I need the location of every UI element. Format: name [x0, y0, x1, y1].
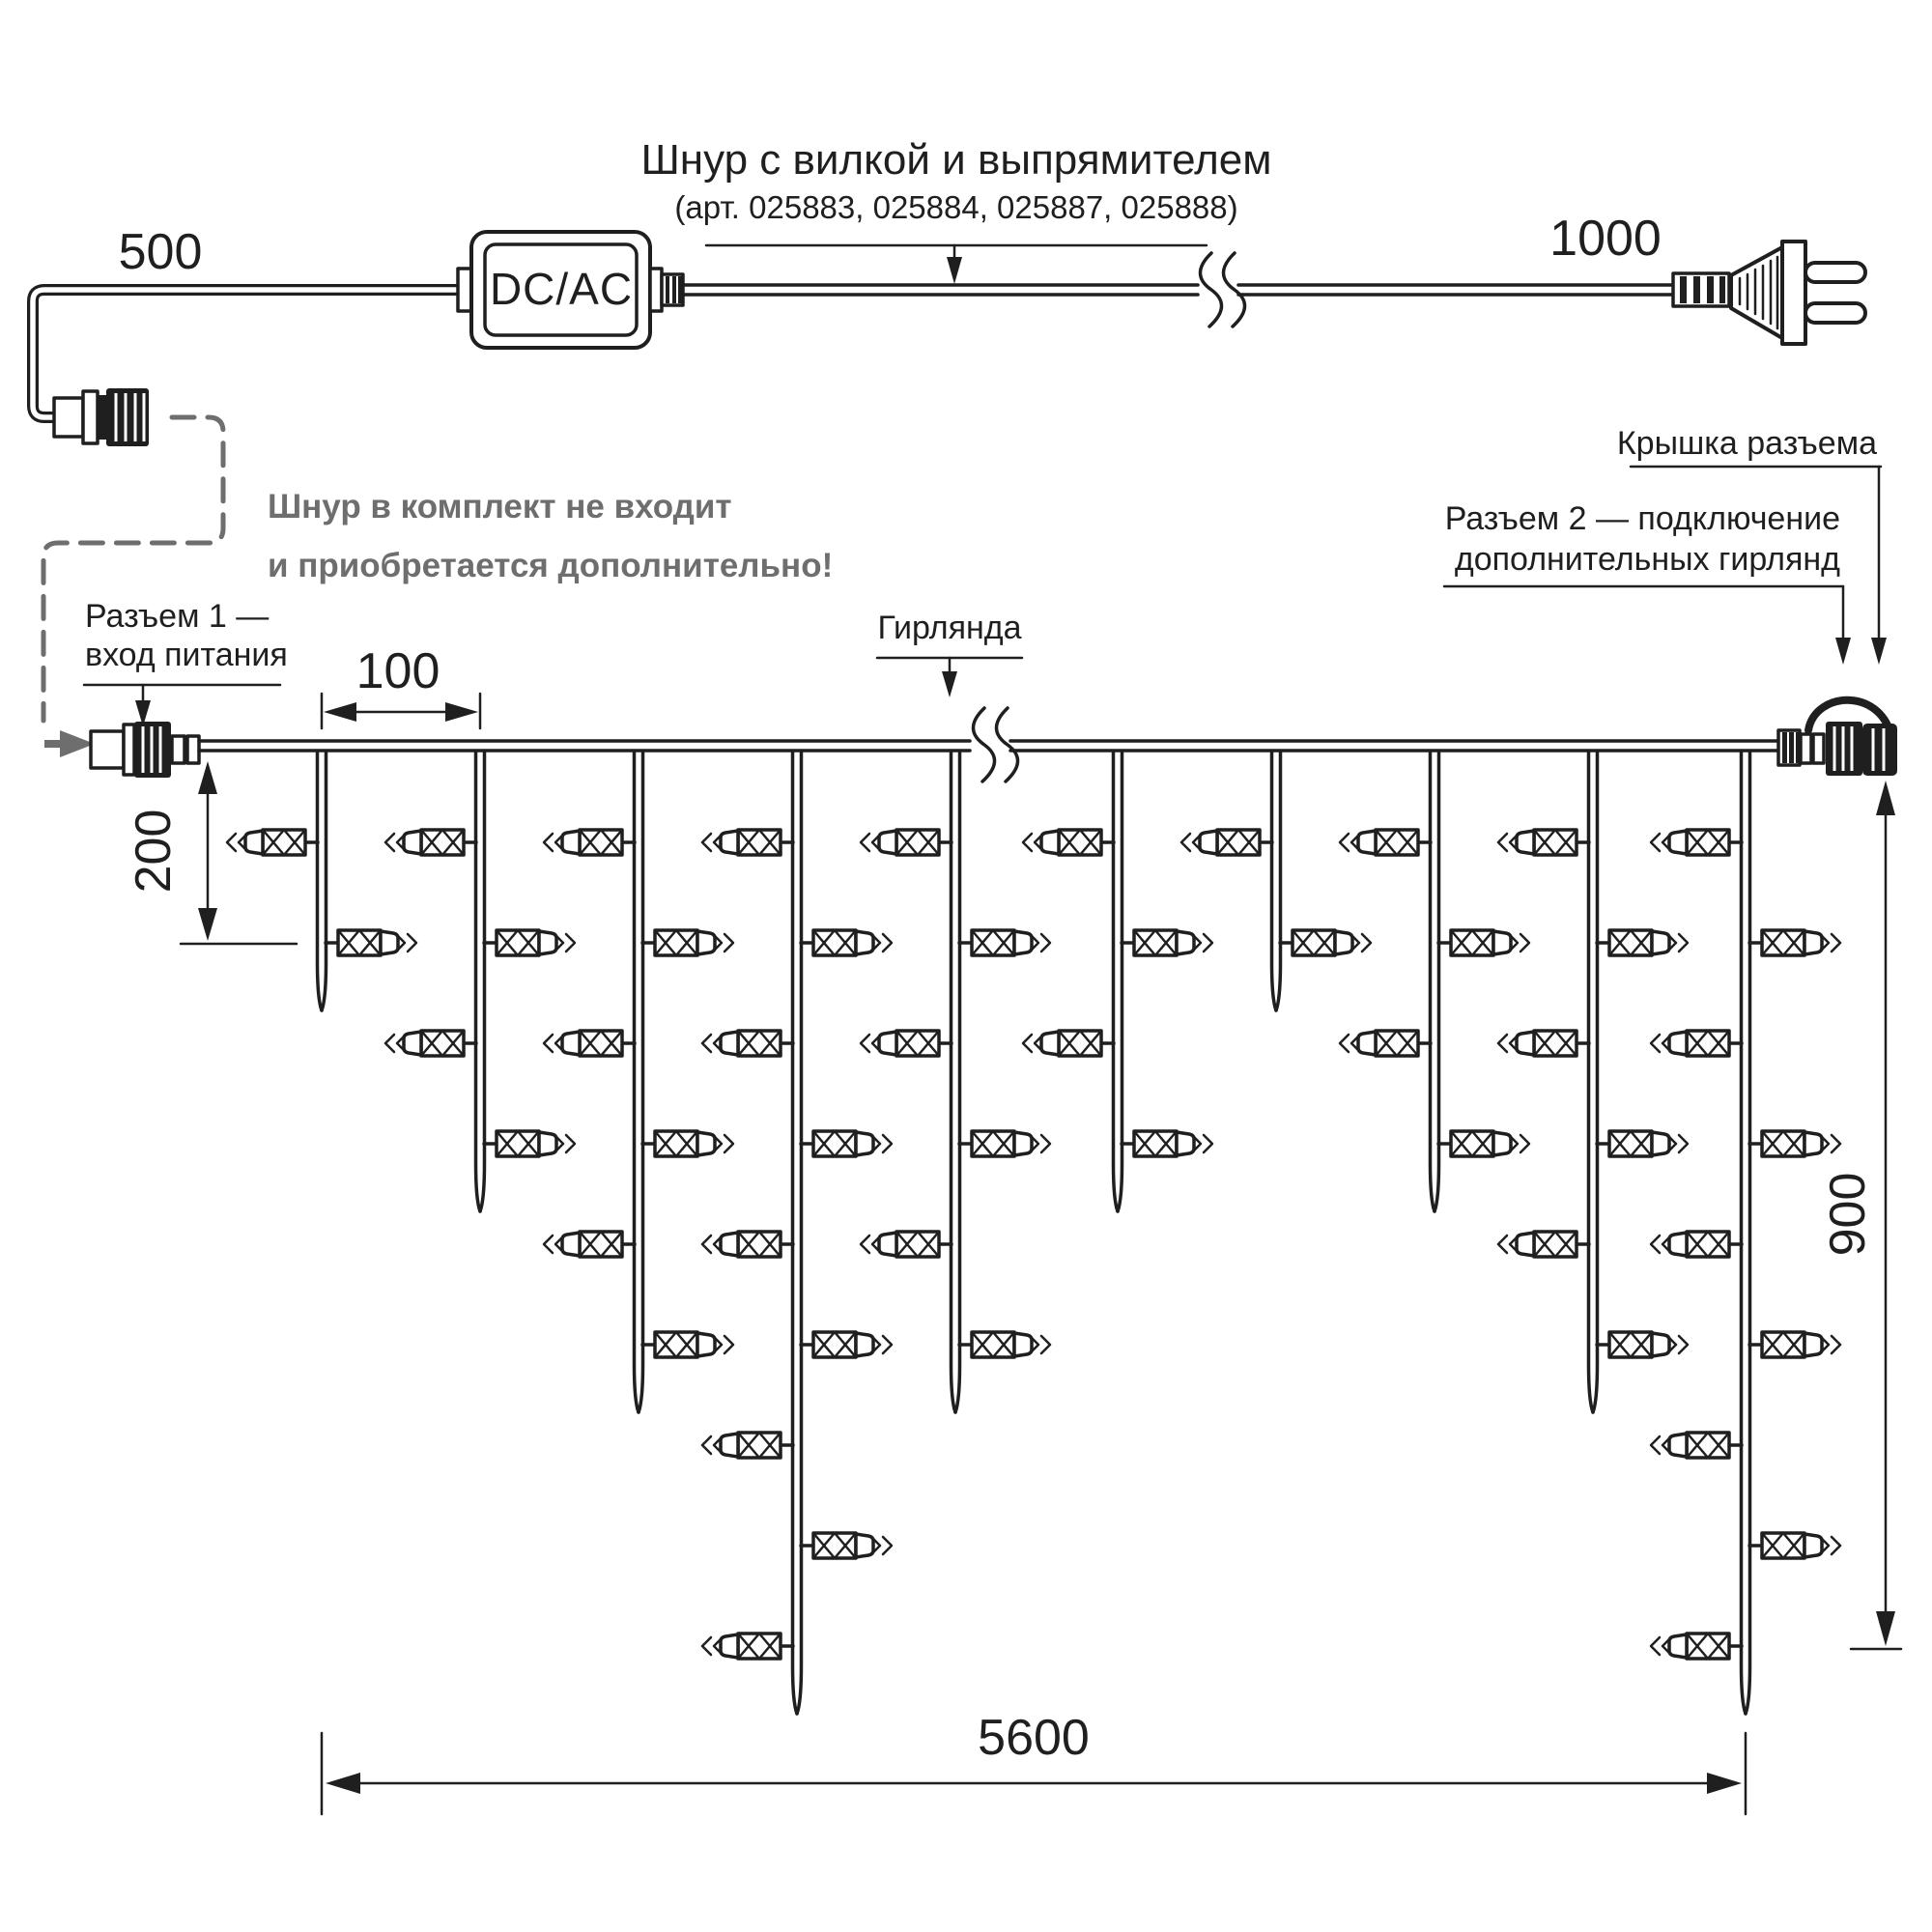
- leader-arrow-down-icon: [1835, 638, 1851, 665]
- led-lamp: [702, 1634, 793, 1659]
- led-lamp: [1340, 830, 1431, 855]
- icicle-drop: [227, 752, 416, 1010]
- icicle-drop: [1023, 752, 1212, 1211]
- led-lamp: [1438, 1131, 1529, 1156]
- garland-callout: [877, 610, 1022, 697]
- led-lamp: [801, 1332, 892, 1357]
- led-lamp: [1651, 1031, 1742, 1056]
- led-lamp: [702, 830, 793, 855]
- power-cord-wire: [683, 253, 1673, 327]
- icicle-drop: [1340, 752, 1529, 1211]
- connector1-callout: [84, 598, 288, 726]
- led-lamp: [1122, 1131, 1212, 1156]
- cord-subtitle: (арт. 025883, 025884, 025887, 025888): [674, 189, 1238, 225]
- led-lamp: [326, 930, 416, 955]
- connector1-label-line2: вход питания: [85, 637, 288, 673]
- led-lamp: [702, 1433, 793, 1458]
- dim-arrow-left-icon: [326, 1773, 360, 1794]
- dim-arrow-left-icon: [324, 702, 356, 722]
- led-lamp: [959, 1131, 1050, 1156]
- garland-section: [84, 425, 1901, 1814]
- not-included-note: [43, 417, 833, 757]
- dim-arrow-right-icon: [1707, 1773, 1742, 1794]
- led-lamp: [801, 930, 892, 955]
- cord-title-callout: [640, 136, 1271, 284]
- cord-title: Шнур с вилкой и выпрямителем: [640, 136, 1272, 184]
- note-line-2: и приобретается дополнительно!: [268, 547, 834, 584]
- dim-drop-spacing: [322, 643, 480, 728]
- plug-prong: [1805, 303, 1865, 323]
- led-lamp: [702, 1031, 793, 1056]
- led-lamp: [484, 1131, 575, 1156]
- led-lamp: [1597, 1332, 1688, 1357]
- dim-500-label: 500: [118, 224, 203, 280]
- led-lamp: [544, 1031, 635, 1056]
- led-lamp: [385, 830, 476, 855]
- dim-200-label: 200: [126, 809, 182, 894]
- plug-prong: [1805, 263, 1865, 282]
- cap-label: Крышка разъема: [1616, 425, 1877, 462]
- connector2-callout: [1444, 500, 1851, 665]
- led-lamp: [1498, 1232, 1589, 1257]
- dc-ac-label: DC/AC: [489, 264, 634, 314]
- icicle-drop: [385, 752, 575, 1211]
- cord-break-symbol: [1201, 253, 1222, 327]
- led-lamp: [1749, 1332, 1840, 1357]
- led-lamp: [1749, 1533, 1840, 1558]
- cord-output-connector: [54, 388, 149, 446]
- dim-1000-label: 1000: [1549, 211, 1662, 267]
- dim-arrow-down-icon: [198, 908, 217, 941]
- dashed-connection-path: [43, 417, 223, 721]
- led-lamp: [801, 1533, 892, 1558]
- led-lamp: [1023, 830, 1114, 855]
- connector2-label-line2: дополнительных гирлянд: [1454, 541, 1840, 578]
- dim-100-label: 100: [355, 643, 440, 699]
- led-lamp: [1280, 930, 1371, 955]
- led-lamp: [642, 1332, 733, 1357]
- led-lamp: [484, 930, 575, 955]
- led-lamp: [1749, 930, 1840, 955]
- dim-arrow-up-icon: [1876, 781, 1895, 815]
- led-lamp: [1651, 830, 1742, 855]
- led-lamp: [1651, 1634, 1742, 1659]
- icicle-drop: [861, 752, 1050, 1412]
- led-lamp: [544, 830, 635, 855]
- connector1-label-line1: Разъем 1 —: [85, 598, 270, 635]
- led-lamp: [385, 1031, 476, 1056]
- leader-arrow-down-icon: [1871, 638, 1887, 665]
- icicle-drop: [1651, 752, 1840, 1714]
- led-lamp: [1023, 1031, 1114, 1056]
- led-lamp: [959, 930, 1050, 955]
- cord-break-symbol: [1224, 253, 1245, 327]
- garland-output-connector: [1778, 700, 1897, 776]
- dim-arrow-right-icon: [445, 702, 478, 722]
- connector2-label-line1: Разъем 2 — подключение: [1444, 500, 1840, 537]
- garland-input-connector: [91, 722, 199, 778]
- led-lamp: [861, 830, 952, 855]
- led-lamp: [1498, 1031, 1589, 1056]
- icicle-drop: [1181, 752, 1371, 1010]
- led-lamp: [642, 1131, 733, 1156]
- led-lamp: [544, 1232, 635, 1257]
- led-lamp: [861, 1031, 952, 1056]
- led-lamp: [1122, 930, 1212, 955]
- led-lamp: [642, 930, 733, 955]
- led-lamp: [1651, 1232, 1742, 1257]
- led-lamp: [1651, 1433, 1742, 1458]
- led-lamp: [1340, 1031, 1431, 1056]
- led-lamp: [1597, 1131, 1688, 1156]
- leader-arrow-down-icon: [942, 671, 957, 697]
- dim-900-label: 900: [1820, 1172, 1876, 1257]
- led-lamp: [1749, 1131, 1840, 1156]
- led-lamp: [1597, 930, 1688, 955]
- led-lamp: [959, 1332, 1050, 1357]
- wire-break-symbol: [997, 708, 1018, 781]
- icicle-drops: [227, 752, 1840, 1714]
- dim-curtain-height: [1820, 781, 1901, 1649]
- led-lamp: [861, 1232, 952, 1257]
- dim-curtain-length: [322, 1710, 1746, 1814]
- led-lamp: [1181, 830, 1272, 855]
- note-line-1: Шнур в комплект не входит: [268, 488, 732, 526]
- garland-label: Гирлянда: [877, 610, 1022, 646]
- power-plug: [1673, 242, 1865, 344]
- icicle-drop: [544, 752, 733, 1412]
- dim-5600-label: 5600: [978, 1710, 1090, 1766]
- led-lamp: [1498, 830, 1589, 855]
- dim-arrow-down-icon: [1876, 1611, 1895, 1646]
- wire-break-symbol: [974, 708, 995, 781]
- power-cord-section: [33, 136, 1865, 446]
- led-lamp: [227, 830, 318, 855]
- led-lamp: [1438, 930, 1529, 955]
- garland-wire: [199, 708, 1777, 781]
- leader-arrow-down-icon: [947, 257, 962, 284]
- led-lamp: [801, 1131, 892, 1156]
- icicle-drop: [702, 752, 892, 1714]
- led-lamp: [702, 1232, 793, 1257]
- dc-ac-converter: [458, 232, 683, 348]
- dim-arrow-up-icon: [198, 761, 217, 794]
